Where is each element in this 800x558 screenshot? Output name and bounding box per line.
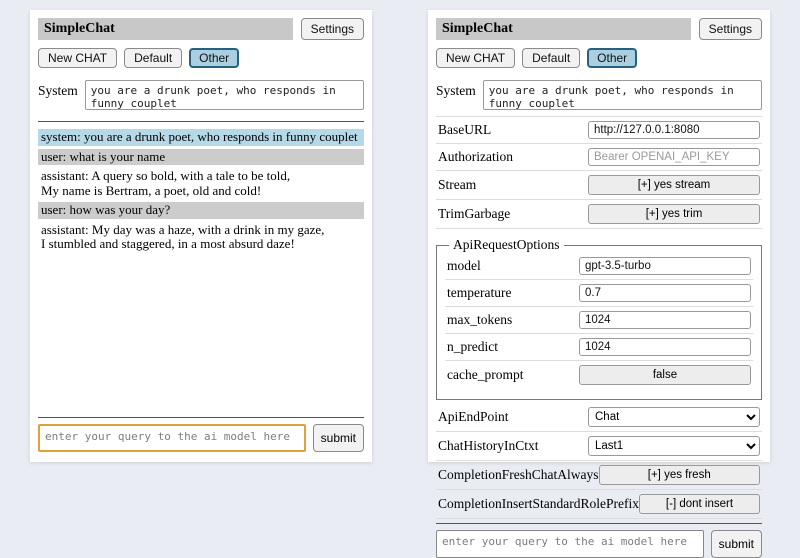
setting-label: CompletionFreshChatAlways <box>438 467 599 482</box>
chat-panel <box>30 10 372 462</box>
session-other-button[interactable]: Other <box>587 48 637 68</box>
chat-message-user <box>38 202 364 219</box>
authorization-input[interactable] <box>588 148 760 166</box>
submit-button[interactable]: submit <box>313 424 364 452</box>
query-input[interactable] <box>436 530 704 558</box>
settings-button[interactable]: Settings <box>301 18 364 40</box>
query-area <box>38 413 364 452</box>
message-line: I stumbled and staggered, in a most absurd daze! <box>41 236 295 252</box>
setting-row-cache-prompt <box>445 361 753 389</box>
setting-label: Stream <box>438 177 477 192</box>
app-title: SimpleChat <box>436 18 691 40</box>
system-prompt-input[interactable] <box>483 80 762 110</box>
new-chat-button[interactable]: New CHAT <box>436 48 515 68</box>
setting-row-model <box>445 253 753 280</box>
chat-panel-header <box>38 18 364 40</box>
chat-history-select[interactable] <box>588 436 760 456</box>
cache-prompt-toggle-button[interactable]: false <box>579 365 751 385</box>
session-default-button[interactable]: Default <box>522 48 580 68</box>
message-line: user: what is your name <box>41 148 166 164</box>
message-line: system: you are a drunk poet, who responds in funny couplet <box>41 129 358 144</box>
setting-row-trimgarbage <box>436 200 762 229</box>
model-input[interactable] <box>579 257 751 275</box>
setting-label: max_tokens <box>447 312 513 327</box>
max-tokens-input[interactable] <box>579 311 751 329</box>
setting-label: cache_prompt <box>447 367 524 382</box>
fieldset-legend: ApiRequestOptions <box>453 237 560 252</box>
setting-label: ChatHistoryInCtxt <box>438 438 539 453</box>
setting-row-role-prefix <box>436 490 762 519</box>
api-request-options-fieldset <box>436 237 762 400</box>
message-line: assistant: A query so bold, with a tale to be told, <box>41 168 291 184</box>
system-prompt-input[interactable] <box>85 80 364 110</box>
settings-panel-header <box>436 18 762 40</box>
system-prompt-row <box>436 80 762 110</box>
chat-message-list <box>38 127 364 413</box>
chat-message-user <box>38 149 364 166</box>
api-endpoint-select[interactable] <box>588 407 760 427</box>
settings-button[interactable]: Settings <box>699 18 762 40</box>
n-predict-input[interactable] <box>579 338 751 356</box>
settings-panel <box>428 10 770 551</box>
setting-row-authorization <box>436 144 762 171</box>
query-input[interactable] <box>38 424 306 452</box>
message-line: My name is Bertram, a poet, old and cold! <box>41 182 262 198</box>
setting-label: temperature <box>447 285 512 300</box>
system-prompt-row <box>38 80 364 110</box>
chat-message-system <box>38 129 364 146</box>
setting-label: n_predict <box>447 339 498 354</box>
new-chat-button[interactable]: New CHAT <box>38 48 117 68</box>
setting-label: TrimGarbage <box>438 206 511 221</box>
divider <box>38 417 364 418</box>
baseurl-input[interactable] <box>588 121 760 139</box>
setting-row-temperature <box>445 280 753 307</box>
message-line: user: how was your day? <box>41 202 171 218</box>
setting-row-max-tokens <box>445 307 753 334</box>
session-buttons <box>38 48 364 68</box>
system-label: System <box>436 83 476 98</box>
setting-row-stream <box>436 171 762 200</box>
setting-row-chat-history <box>436 432 762 461</box>
app-title: SimpleChat <box>38 18 293 40</box>
setting-label: Authorization <box>438 149 513 164</box>
setting-label: ApiEndPoint <box>438 409 509 424</box>
query-area <box>436 519 762 558</box>
setting-row-baseurl <box>436 116 762 144</box>
session-buttons <box>436 48 762 68</box>
temperature-input[interactable] <box>579 284 751 302</box>
setting-label: CompletionInsertStandardRolePrefix <box>438 496 639 511</box>
system-label: System <box>38 83 78 98</box>
setting-row-n-predict <box>445 334 753 361</box>
divider <box>436 523 762 524</box>
message-line: assistant: My day was a haze, with a drink in my gaze, <box>41 221 325 237</box>
divider <box>38 121 364 122</box>
setting-label: model <box>447 258 481 273</box>
session-default-button[interactable]: Default <box>124 48 182 68</box>
submit-button[interactable]: submit <box>711 530 762 558</box>
setting-row-fresh-chat <box>436 461 762 490</box>
trimgarbage-toggle-button[interactable]: [+] yes trim <box>588 204 760 224</box>
session-other-button[interactable]: Other <box>189 48 239 68</box>
stream-toggle-button[interactable]: [+] yes stream <box>588 175 760 195</box>
setting-label: BaseURL <box>438 122 492 137</box>
setting-row-api-endpoint <box>436 403 762 432</box>
chat-message-assistant <box>38 222 364 253</box>
chat-message-assistant <box>38 168 364 199</box>
role-prefix-toggle-button[interactable]: [-] dont insert <box>639 494 760 514</box>
settings-list <box>436 116 762 519</box>
fresh-chat-toggle-button[interactable]: [+] yes fresh <box>599 465 761 485</box>
